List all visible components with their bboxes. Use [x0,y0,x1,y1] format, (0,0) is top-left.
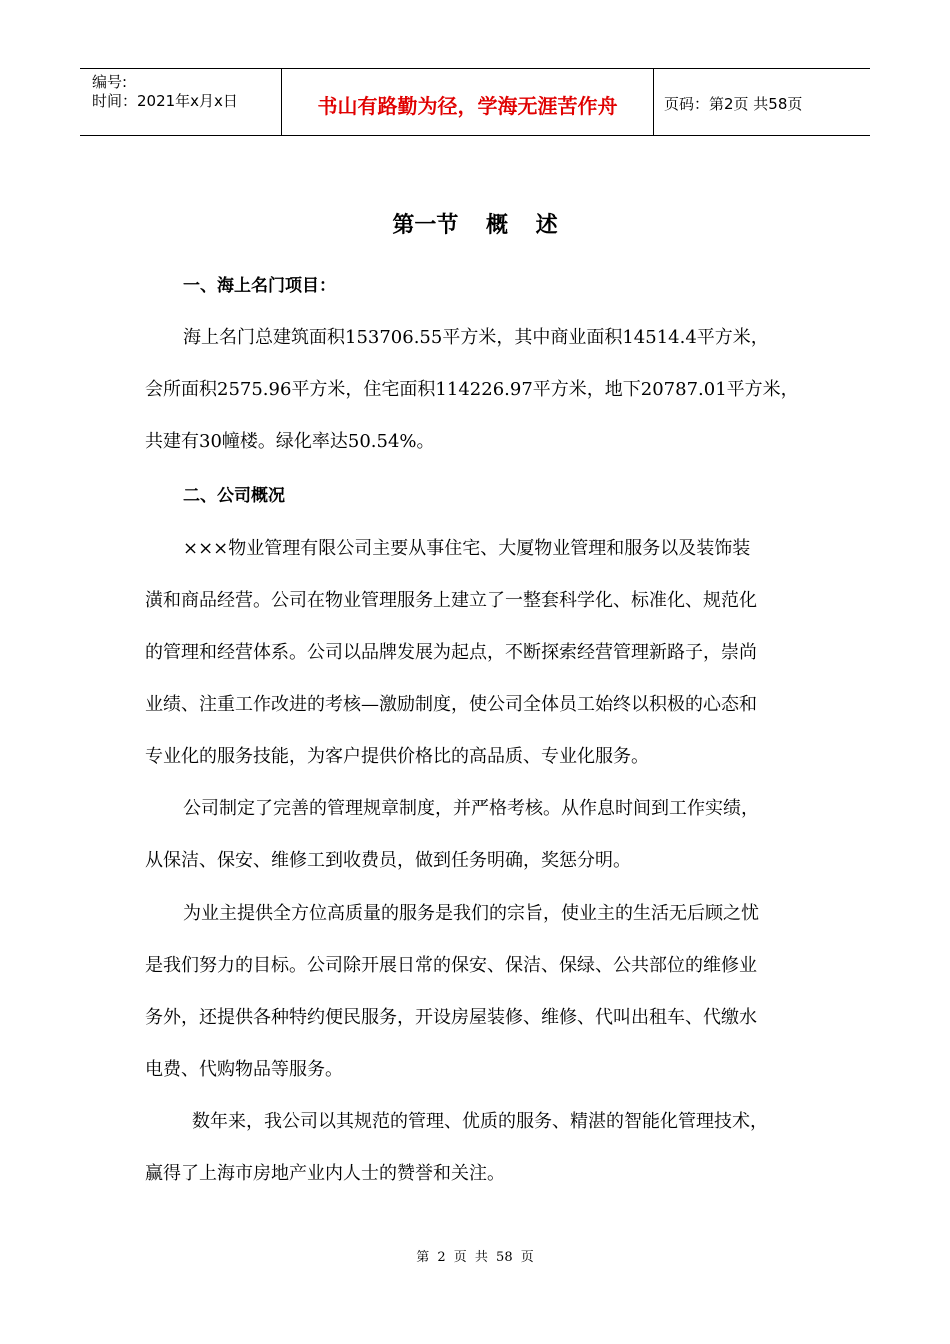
section-heading-project: 一、海上名门项目： [183,276,336,296]
paragraph-line: 海上名门总建筑面积153706.55平方米，其中商业面积14514.4平方米， [183,327,769,348]
date-label: 时间：2021年x月x日 [92,92,238,110]
paragraph-line: ×××物业管理有限公司主要从事住宅、大厦物业管理和服务以及装饰装 [183,538,751,559]
header-motto-cell [282,69,654,135]
paragraph-line: 业绩、注重工作改进的考核—激励制度，使公司全体员工始终以积极的心态和 [145,694,757,715]
paragraph-line: 为业主提供全方位高质量的服务是我们的宗旨，使业主的生活无后顾之忧 [183,903,759,924]
paragraph-line: 共建有30幢楼。绿化率达50.54%。 [145,431,435,452]
page-header [80,68,870,136]
paragraph-line: 公司制定了完善的管理规章制度，并严格考核。从作息时间到工作实绩， [183,798,759,819]
motto-text: 书山有路勤为径，学海无涯苦作舟 [317,93,618,118]
paragraph-line: 会所面积2575.96平方米，住宅面积114226.97平方米，地下20787.01平方米， [145,379,799,400]
header-meta-cell [80,69,282,135]
page-title: 第一节 概 述 [392,213,558,238]
section-heading-company: 二、公司概况 [183,486,285,506]
paragraph-line: 电费、代购物品等服务。 [145,1059,343,1080]
paragraph-line: 赢得了上海市房地产业内人士的赞誉和关注。 [145,1163,505,1184]
paragraph-line: 是我们努力的目标。公司除开展日常的保安、保洁、保绿、公共部位的维修业 [145,955,757,976]
paragraph-line: 务外，还提供各种特约便民服务，开设房屋装修、维修、代叫出租车、代缴水 [145,1007,757,1028]
page-footer: 第 2 页 共 58 页 [416,1250,534,1265]
paragraph-line: 数年来，我公司以其规范的管理、优质的服务、精湛的智能化管理技术， [192,1111,768,1132]
paragraph-line: 从保洁、保安、维修工到收费员，做到任务明确，奖惩分明。 [145,850,631,871]
paragraph-line: 的管理和经营体系。公司以品牌发展为起点，不断探索经营管理新路子，崇尚 [145,642,757,663]
number-label: 编号: [92,73,128,91]
paragraph-line: 专业化的服务技能，为客户提供价格比的高品质、专业化服务。 [145,746,649,767]
header-page-cell [654,69,870,135]
page-info: 页码：第2页 共58页 [664,94,803,113]
paragraph-line: 潢和商品经营。公司在物业管理服务上建立了一整套科学化、标准化、规范化 [145,590,757,611]
